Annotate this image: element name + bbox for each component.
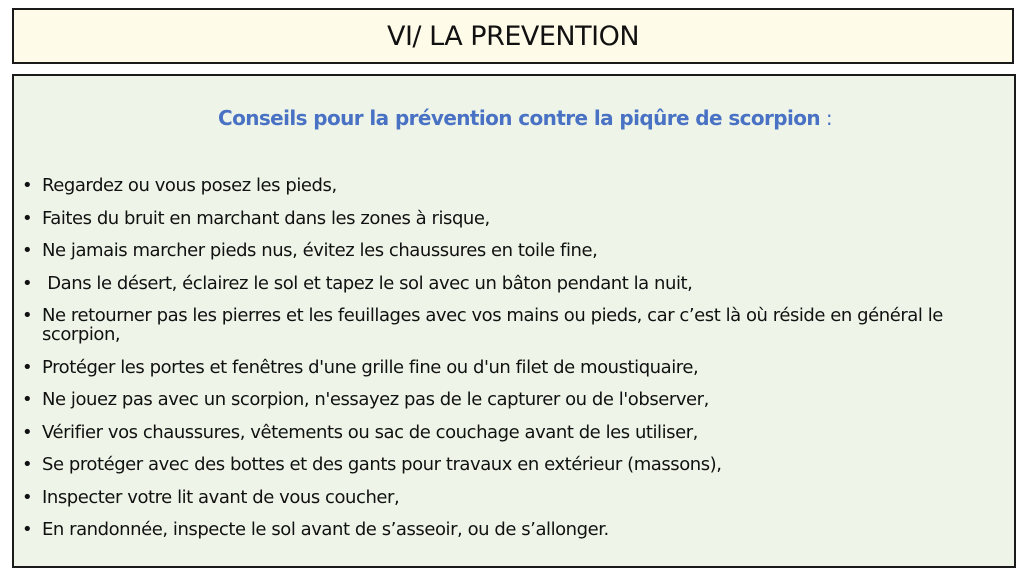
bullet-icon: • <box>22 421 33 443</box>
bullet-icon: • <box>22 175 33 196</box>
content-box <box>12 74 1016 568</box>
prevention-list <box>22 176 1012 553</box>
list-item-text: Inspecter votre lit avant de vous coucher, <box>42 486 400 508</box>
subtitle-colon: : <box>820 106 832 130</box>
bullet-icon: • <box>22 207 33 229</box>
list-item <box>22 358 1012 377</box>
list-item-text: Ne jamais marcher pieds nus, évitez les chaussures en toile fine, <box>42 240 598 261</box>
list-item <box>22 176 1012 195</box>
bullet-icon: • <box>22 240 33 261</box>
bullet-icon: • <box>22 486 33 508</box>
list-item <box>22 306 1012 344</box>
list-item <box>22 390 1012 409</box>
list-item-text: Ne jouez pas avec un scorpion, n'essayez pas de le capturer ou de l'observer, <box>42 389 709 410</box>
subtitle <box>218 106 832 130</box>
list-item <box>22 423 1012 442</box>
list-item-text: Protéger les portes et fenêtres d'une grille fine ou d'un filet de moustiquaire, <box>42 356 699 378</box>
bullet-icon: • <box>22 454 33 475</box>
list-item <box>22 209 1012 228</box>
list-item <box>22 274 1012 293</box>
list-item-text: Dans le désert, éclairez le sol et tapez le sol avec un bâton pendant la nuit, <box>42 272 693 294</box>
list-item-text: Regardez ou vous posez les pieds, <box>42 175 337 196</box>
list-item-text: Se protéger avec des bottes et des gants pour travaux en extérieur (massons), <box>42 454 722 475</box>
list-item-text: Vérifier vos chaussures, vêtements ou sac de couchage avant de les utiliser, <box>42 421 698 443</box>
bullet-icon: • <box>22 305 33 326</box>
list-item <box>22 455 1012 474</box>
bullet-icon: • <box>22 519 33 540</box>
list-item <box>22 241 1012 260</box>
list-item <box>22 520 1012 539</box>
list-item <box>22 488 1012 507</box>
slide-title: VI/ LA PREVENTION <box>386 20 640 52</box>
list-item-text: En randonnée, inspecte le sol avant de s’asseoir, ou de s’allonger. <box>42 519 609 540</box>
bullet-icon: • <box>22 272 33 294</box>
list-item-text: Ne retourner pas les pierres et les feuillages avec vos mains ou pieds, car c’est là où réside en général le scorpion, <box>42 305 943 345</box>
title-box <box>12 8 1014 64</box>
list-item-text: Faites du bruit en marchant dans les zones à risque, <box>42 207 490 229</box>
bullet-icon: • <box>22 389 33 410</box>
subtitle-text: Conseils pour la prévention contre la piqûre de scorpion <box>218 106 821 130</box>
bullet-icon: • <box>22 356 33 378</box>
